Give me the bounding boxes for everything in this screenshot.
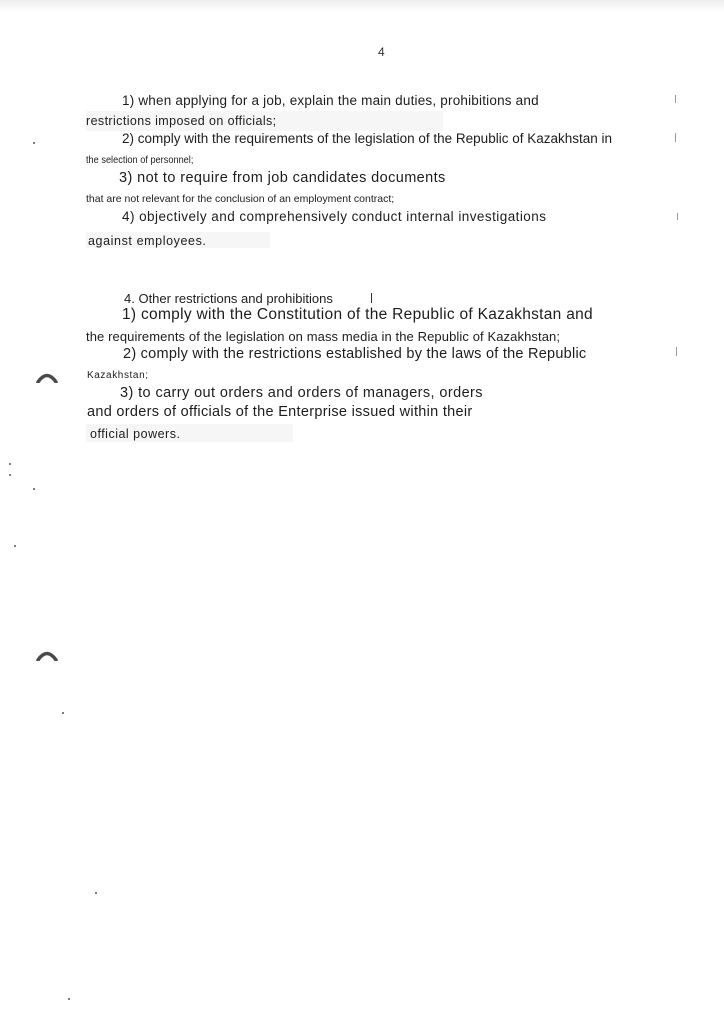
page-number: 4 (378, 45, 385, 59)
section-heading: 4. Other restrictions and prohibitions (124, 291, 333, 306)
text-line: against employees. (88, 234, 207, 248)
scan-top-edge (0, 0, 724, 12)
text-line: restrictions imposed on officials; (86, 114, 277, 128)
scan-speck (62, 712, 64, 714)
scan-speck (9, 463, 11, 465)
text-line: Kazakhstan; (87, 370, 149, 381)
text-line: 2) comply with the requirements of the legislation of the Republic of Kazakhstan in (122, 131, 613, 146)
scan-speck (33, 488, 35, 490)
text-line: 1) comply with the Constitution of the Republic of Kazakhstan and (122, 306, 593, 323)
scan-speck (95, 892, 97, 894)
text-line: 4) objectively and comprehensively conduct internal investigations (122, 209, 547, 224)
text-line: 2) comply with the restrictions established by the laws of the Republic (123, 346, 587, 362)
text-line: the selection of personnel; (86, 155, 194, 166)
scan-speck (14, 545, 16, 547)
scan-edge-mark (675, 133, 676, 142)
text-line: and orders of officials of the Enterprise issued within their (87, 404, 473, 420)
scan-speck (33, 142, 35, 144)
scan-edge-mark (675, 95, 676, 103)
text-line: that are not relevant for the conclusion of an employment contract; (86, 193, 395, 205)
scan-speck (68, 998, 70, 1000)
punch-hole-icon (36, 649, 58, 661)
punch-hole-icon (36, 371, 58, 383)
text-line: official powers. (90, 427, 181, 441)
text-line: 1) when applying for a job, explain the main duties, prohibitions and (122, 93, 539, 108)
scan-edge-mark (677, 213, 678, 220)
text-line: the requirements of the legislation on mass media in the Republic of Kazakhstan; (86, 329, 561, 344)
text-line: 3) to carry out orders and orders of managers, orders (120, 385, 483, 401)
scan-speck (9, 474, 11, 476)
scan-edge-mark (676, 347, 677, 356)
scan-edge-mark (371, 293, 372, 303)
text-line: 3) not to require from job candidates documents (119, 170, 446, 186)
